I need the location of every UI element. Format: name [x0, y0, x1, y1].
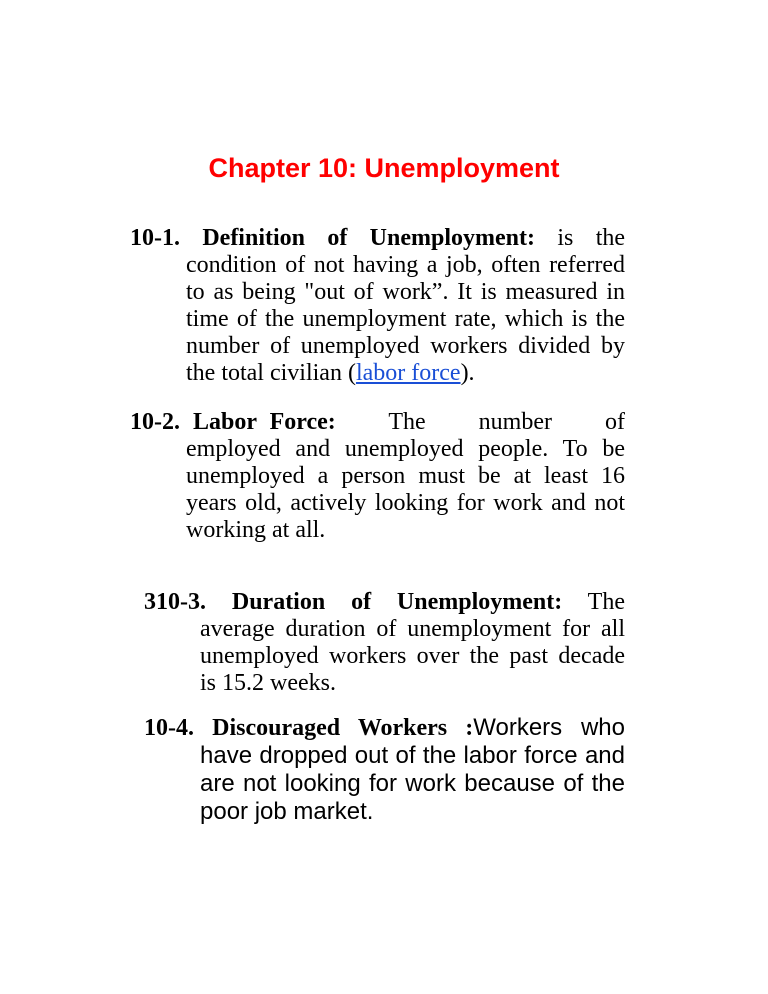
entry-discouraged-workers	[144, 714, 625, 826]
entry-heading: 10-4. Discouraged Workers :	[144, 715, 474, 741]
entry-labor-force	[130, 409, 625, 544]
entry-text: is the condition of not having a job, often referred to as being "out of work”. It is measured in time of the unemployment rate, which is the number of unemployed workers divided by the total civilian (	[186, 225, 626, 386]
entry-text-end: ).	[460, 360, 475, 386]
entry-definition-of-unemployment	[130, 225, 625, 387]
entry-heading: 310-3. Duration of Unemployment:	[144, 589, 563, 615]
labor-force-link[interactable]: labor force	[355, 360, 461, 386]
entry-text: employed and unemployed people. To be unemployed a person must be at least 16 years old, actively looking for work and not working at all.	[186, 436, 625, 543]
entry-heading: 10-2. Labor Force:	[130, 409, 336, 435]
entry-text: Workers who have dropped out of the labor force and are not looking for work because of the poor job market.	[200, 714, 625, 825]
entry-text-lead: The number of	[335, 409, 626, 435]
entry-heading: 10-1. Definition of Unemployment:	[130, 225, 535, 251]
entry-text: The average duration of unemployment for all unemployed workers over the past decade is 15.2 weeks.	[200, 589, 625, 696]
entry-duration-of-unemployment	[144, 589, 625, 697]
chapter-title: Chapter 10: Unemployment	[208, 153, 560, 183]
